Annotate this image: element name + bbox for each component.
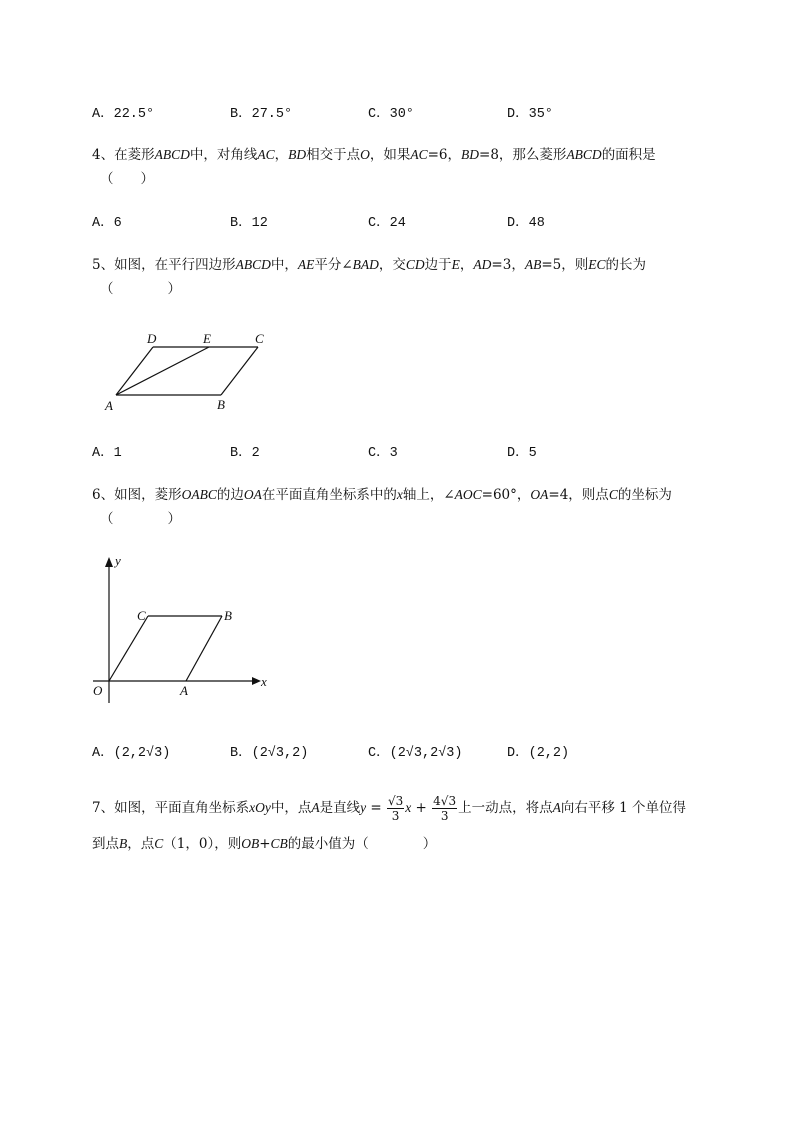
q6-option-b[interactable]: B．(2√3,2) bbox=[230, 746, 309, 761]
math-var: O bbox=[360, 147, 370, 162]
q5-text: =3， bbox=[491, 257, 525, 273]
math-var: EC bbox=[588, 257, 606, 272]
q3-option-d[interactable]: D．35° bbox=[507, 107, 553, 122]
label-x: x bbox=[261, 674, 267, 689]
label-b: B bbox=[217, 397, 225, 412]
q5-text: =5，则 bbox=[541, 257, 589, 273]
q4-option-a[interactable]: A．6 bbox=[92, 216, 122, 231]
label-e: E bbox=[203, 331, 211, 346]
q4-text: ，如果 bbox=[369, 147, 411, 163]
q4-text: 相交于点 bbox=[306, 147, 361, 163]
math-var: AOC bbox=[454, 487, 482, 502]
q7-text: 上一动点，将点 bbox=[458, 800, 553, 816]
label-a: A bbox=[180, 683, 188, 698]
q6-text: =4，则点 bbox=[548, 487, 609, 503]
q6-text: 在平面直角坐标系中的 bbox=[261, 487, 397, 503]
q4-question bbox=[92, 143, 656, 163]
q7-text: （1，0），则 bbox=[163, 836, 242, 852]
q5-parallelogram-figure bbox=[95, 325, 285, 420]
math-var: ABCD bbox=[154, 147, 190, 162]
q4-text: 的面积是 bbox=[601, 147, 656, 163]
math-var: ABCD bbox=[566, 147, 602, 162]
q7-text: 向右平移 1 个单位得 bbox=[560, 800, 687, 816]
q6-text: 的边 bbox=[216, 487, 244, 503]
math-var: ABCD bbox=[235, 257, 271, 272]
fraction-4sqrt3-over-3 bbox=[432, 794, 457, 823]
math-var: CD bbox=[405, 257, 425, 272]
math-var: BD bbox=[461, 147, 480, 162]
q5-number: 5、 bbox=[92, 257, 115, 273]
q7-text: 是直线 bbox=[319, 800, 361, 816]
math-var: y bbox=[360, 800, 367, 815]
q7-question-line2 bbox=[92, 832, 436, 852]
q6-number: 6、 bbox=[92, 487, 115, 503]
q4-text: ， bbox=[274, 147, 289, 163]
math-var: OA bbox=[243, 487, 262, 502]
math-var: x bbox=[396, 487, 403, 502]
q6-text: =60°， bbox=[481, 487, 531, 503]
math-var: A bbox=[311, 800, 320, 815]
q4-options bbox=[92, 210, 612, 230]
math-var: OB bbox=[241, 836, 260, 851]
segment-da bbox=[116, 347, 153, 395]
q7-question-line1 bbox=[92, 793, 686, 823]
math-var: OA bbox=[530, 487, 549, 502]
math-var: xOy bbox=[249, 800, 271, 815]
math-op: = bbox=[366, 800, 386, 816]
label-c: C bbox=[255, 331, 264, 346]
label-o: O bbox=[93, 683, 103, 698]
q4-text: =6， bbox=[427, 147, 462, 163]
q6-question bbox=[92, 483, 672, 503]
math-var: C bbox=[608, 487, 618, 502]
q7-text: ，点 bbox=[127, 836, 155, 852]
math-op: + bbox=[259, 836, 271, 852]
math-var: C bbox=[154, 836, 164, 851]
fraction-numerator: √3 bbox=[387, 794, 404, 808]
q6-answer-blank[interactable]: （ ） bbox=[100, 511, 181, 527]
q6-option-c[interactable]: C．(2√3,2√3) bbox=[368, 746, 463, 761]
q3-options bbox=[92, 101, 612, 121]
q5-question bbox=[92, 253, 646, 273]
math-var: x bbox=[405, 800, 412, 815]
q5-options bbox=[92, 440, 612, 460]
q7-text: 如图，平面直角坐标系 bbox=[114, 800, 250, 816]
q4-number: 4、 bbox=[92, 147, 115, 163]
q3-option-b[interactable]: B．27.5° bbox=[230, 107, 293, 122]
label-d: D bbox=[147, 331, 157, 346]
math-var: BD bbox=[288, 147, 307, 162]
q5-text: 中， bbox=[270, 257, 298, 273]
q7-text: 中，点 bbox=[270, 800, 312, 816]
q4-option-c[interactable]: C．24 bbox=[368, 216, 406, 231]
math-op: + bbox=[411, 800, 432, 816]
q6-text: 如图，菱形 bbox=[114, 487, 182, 503]
segment-oc bbox=[109, 616, 148, 681]
q3-option-a[interactable]: A．22.5° bbox=[92, 107, 155, 122]
math-var: OABC bbox=[181, 487, 217, 502]
q4-answer-blank[interactable]: （ ） bbox=[100, 171, 154, 187]
q5-option-b[interactable]: B．2 bbox=[230, 446, 260, 461]
q5-option-c[interactable]: C．3 bbox=[368, 446, 398, 461]
math-var: AD bbox=[473, 257, 492, 272]
q7-text: 到点 bbox=[92, 836, 119, 852]
math-var: AB bbox=[524, 257, 542, 272]
q5-option-a[interactable]: A．1 bbox=[92, 446, 122, 461]
segment-ba bbox=[186, 616, 222, 681]
fraction-sqrt3-over-3 bbox=[387, 794, 404, 823]
y-axis-arrow-icon bbox=[105, 557, 113, 567]
math-var: BAD bbox=[352, 257, 379, 272]
q4-text: 在菱形 bbox=[114, 147, 155, 163]
q3-option-c[interactable]: C．30° bbox=[368, 107, 414, 122]
segment-ae bbox=[116, 347, 209, 395]
math-var: AE bbox=[297, 257, 315, 272]
q6-rhombus-figure bbox=[85, 545, 280, 705]
fraction-denominator: 3 bbox=[440, 809, 449, 823]
q6-text: 轴上，∠ bbox=[402, 487, 455, 503]
q4-text: 中，对角线 bbox=[189, 147, 258, 163]
q6-option-a[interactable]: A．(2,2√3) bbox=[92, 746, 171, 761]
fraction-denominator: 3 bbox=[391, 809, 400, 823]
math-var: B bbox=[119, 836, 128, 851]
q7-answer-blank[interactable]: 的最小值为（ ） bbox=[287, 836, 437, 852]
q4-option-d[interactable]: D．48 bbox=[507, 216, 545, 231]
label-a: A bbox=[105, 398, 113, 413]
math-var: E bbox=[451, 257, 460, 272]
q5-answer-blank[interactable]: （ ） bbox=[100, 281, 181, 297]
x-axis-arrow-icon bbox=[252, 677, 261, 685]
q5-text: 的长为 bbox=[605, 257, 646, 273]
label-c: C bbox=[137, 608, 146, 623]
label-b: B bbox=[224, 608, 232, 623]
q5-option-d[interactable]: D．5 bbox=[507, 446, 537, 461]
fraction-numerator: 4√3 bbox=[433, 794, 457, 808]
label-y: y bbox=[115, 553, 121, 568]
q4-option-b[interactable]: B．12 bbox=[230, 216, 268, 231]
math-var: A bbox=[552, 800, 561, 815]
q5-text: ，交 bbox=[378, 257, 406, 273]
q7-number: 7、 bbox=[92, 800, 115, 816]
math-var: AC bbox=[257, 147, 275, 162]
q5-text: ， bbox=[459, 257, 474, 273]
segment-bc bbox=[221, 347, 258, 395]
math-var: AC bbox=[410, 147, 428, 162]
q5-text: 边于 bbox=[424, 257, 452, 273]
q4-text: =8，那么菱形 bbox=[479, 147, 567, 163]
q6-option-d[interactable]: D．(2,2) bbox=[507, 746, 570, 761]
math-var: CB bbox=[270, 836, 288, 851]
q5-text: 如图，在平行四边形 bbox=[114, 257, 236, 273]
q6-options bbox=[92, 740, 612, 760]
q5-text: 平分∠ bbox=[314, 257, 353, 273]
q6-text: 的坐标为 bbox=[617, 487, 672, 503]
